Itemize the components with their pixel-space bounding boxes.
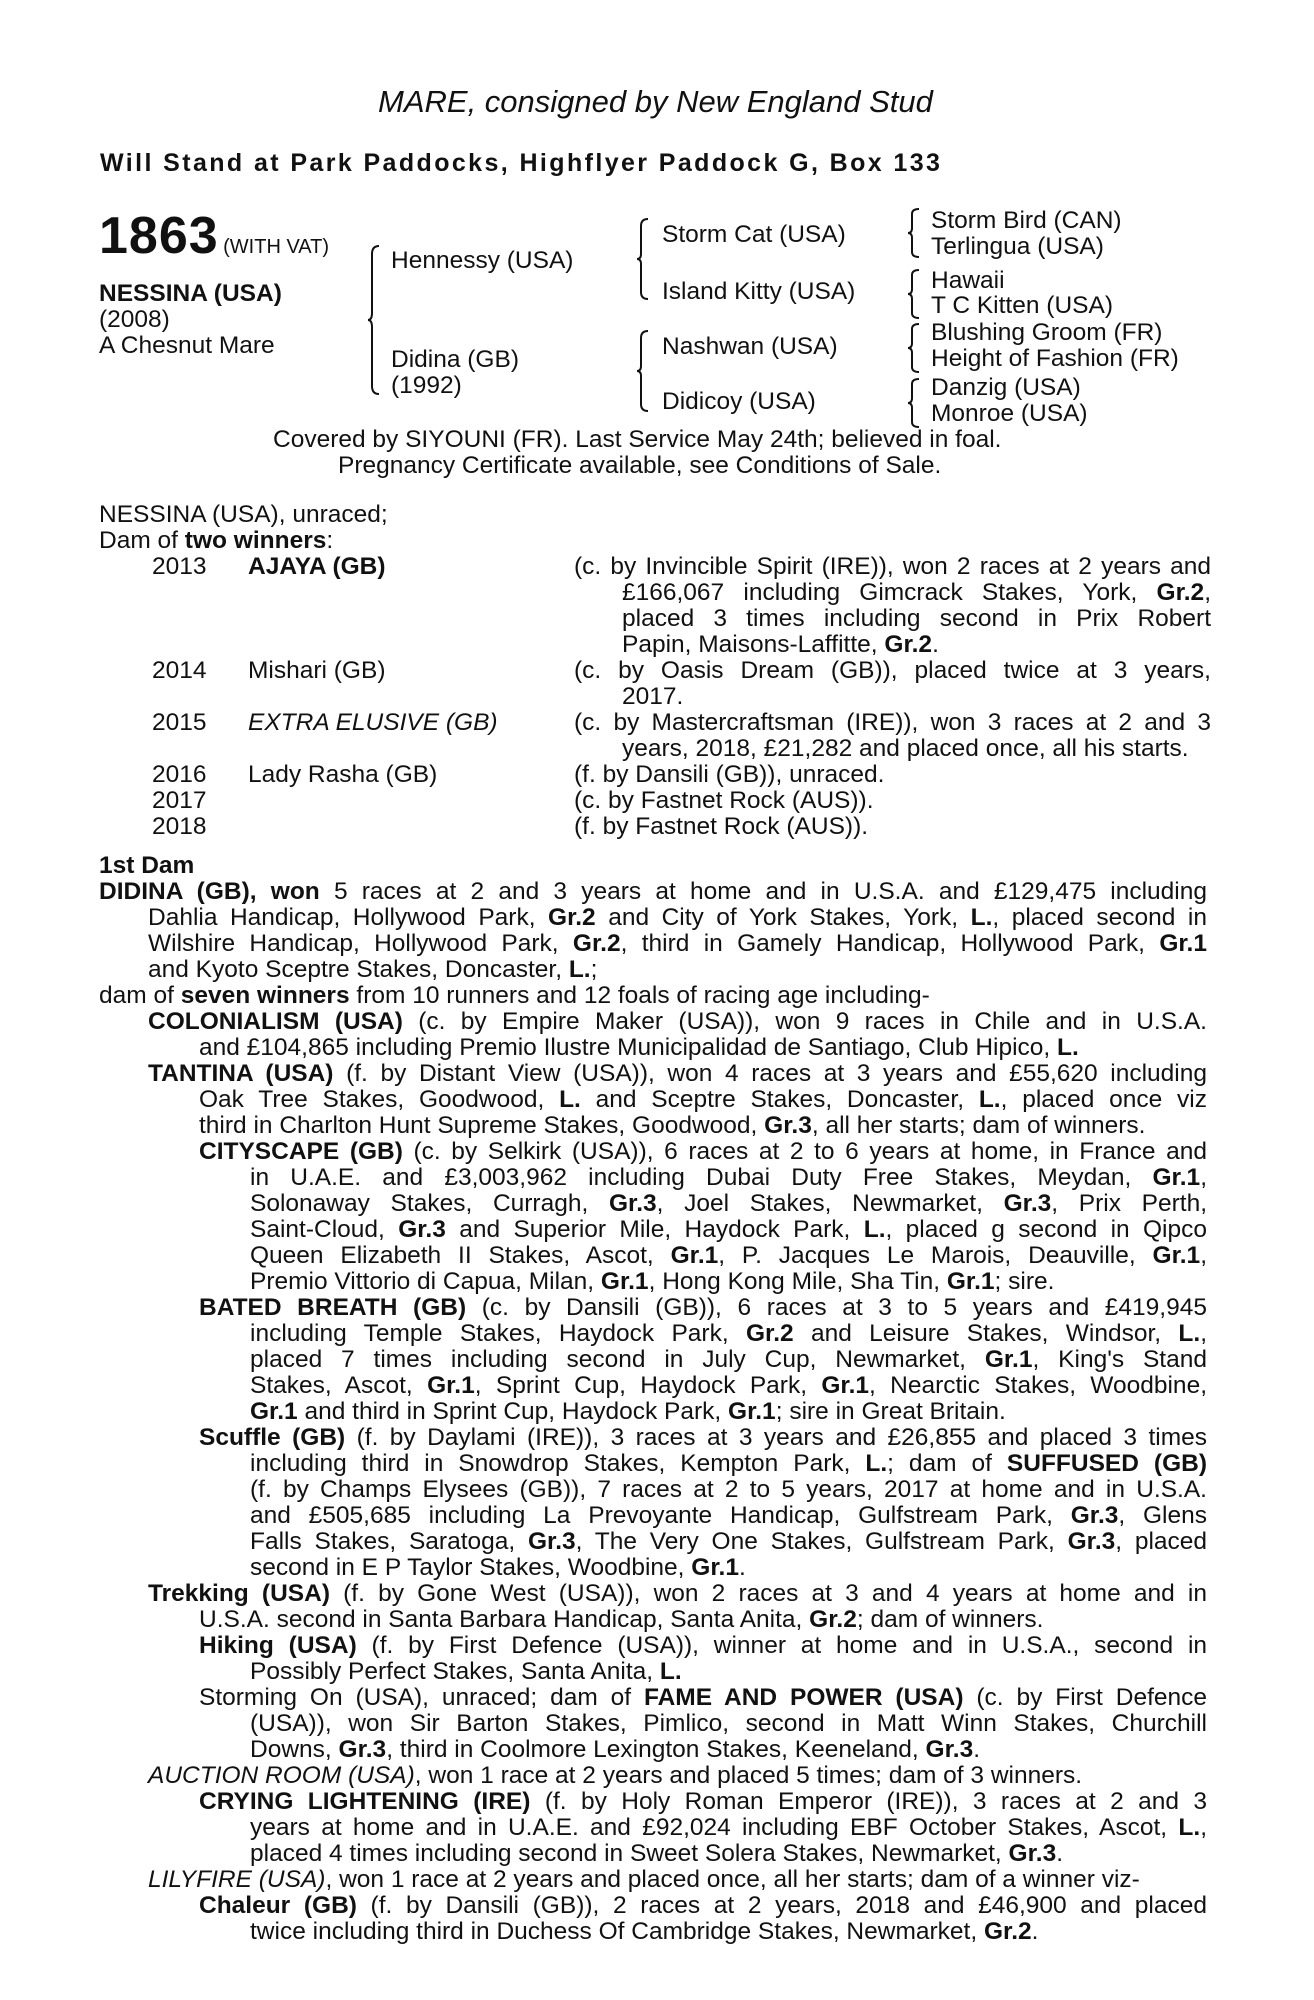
pedigree-brace-main [368,245,380,395]
pedigree-line: including third in Snowdrop Stakes, Kempton Park, L.; dam of SUFFUSED (GB) [250,1450,1207,1477]
pedigree-line: Solonaway Stakes, Curragh, Gr.3, Joel Stakes, Newmarket, Gr.3, Prix Perth, [250,1190,1208,1217]
pedigree-line: TANTINA (USA) (f. by Distant View (USA)), won 4 races at 3 years and £55,620 including [148,1060,1207,1087]
lot-heading [99,206,329,266]
produce-year: 2016 [152,761,207,788]
pedigree-line: and £104,865 including Premio Ilustre Municipalidad de Santiago, Club Hipico, L. [199,1034,1079,1061]
pedigree-line: CRYING LIGHTENING (IRE) (f. by Holy Roman Emperor (IRE)), 3 races at 2 and 3 [199,1788,1207,1815]
produce-name: AJAYA (GB) [248,553,386,580]
pedigree-line: LILYFIRE (USA), won 1 race at 2 years and placed once, all her starts; dam of a winner viz- [148,1866,1140,1893]
pedigree-g3-8: Monroe (USA) [931,400,1088,427]
pedigree-line: Wilshire Handicap, Hollywood Park, Gr.2, third in Gamely Handicap, Hollywood Park, Gr.1 [148,930,1207,957]
pedigree-line: Dahlia Handicap, Hollywood Park, Gr.2 and City of York Stakes, York, L., placed second in [148,904,1207,931]
pedigree-line: Downs, Gr.3, third in Coolmore Lexington Stakes, Keeneland, Gr.3. [250,1736,981,1763]
pedigree-line: third in Charlton Hunt Supreme Stakes, Goodwood, Gr.3, all her starts; dam of winners. [199,1112,1146,1139]
pedigree-line: placed 7 times including second in July Cup, Newmarket, Gr.1, King's Stand [250,1346,1207,1373]
pedigree-dam-sire: Nashwan (USA) [662,333,838,360]
pedigree-g3-1: Storm Bird (CAN) [931,207,1122,234]
pedigree-line: AUCTION ROOM (USA), won 1 race at 2 years and placed 5 times; dam of 3 winners. [148,1762,1083,1789]
pedigree-line: Premio Vittorio di Capua, Milan, Gr.1, Hong Kong Mile, Sha Tin, Gr.1; sire. [250,1268,1055,1295]
produce-name: Mishari (GB) [248,657,386,684]
produce-year: 2015 [152,709,207,736]
covering-line: Covered by SIYOUNI (FR). Last Service May 24th; believed in foal. [273,426,1002,453]
produce-record: £166,067 including Gimcrack Stakes, York, Gr.2, [622,579,1212,606]
produce-record: (c. by Mastercraftsman (IRE)), won 3 races at 2 and 3 [574,709,1211,736]
pedigree-brace-g3-1 [908,208,920,258]
produce-record: 2017. [622,683,684,710]
pedigree-brace-g3-4 [908,378,920,428]
pedigree-line: Possibly Perfect Stakes, Santa Anita, L. [250,1658,682,1685]
produce-year: 2014 [152,657,207,684]
pregnancy-line: Pregnancy Certificate available, see Conditions of Sale. [338,452,942,479]
pedigree-line: twice including third in Duchess Of Cambridge Stakes, Newmarket, Gr.2. [250,1918,1039,1945]
pedigree-line: Scuffle (GB) (f. by Daylami (IRE)), 3 races at 3 years and £26,855 and placed 3 times [199,1424,1208,1451]
produce-intro: NESSINA (USA), unraced; [99,501,388,528]
horse-name: NESSINA (USA) [99,280,282,307]
produce-record: Papin, Maisons-Laffitte, Gr.2. [622,631,939,658]
pedigree-line: DIDINA (GB), won 5 races at 2 and 3 years at home and in U.S.A. and £129,475 including [99,878,1207,905]
pedigree-line: BATED BREATH (GB) (c. by Dansili (GB)), 6 races at 3 to 5 years and £419,945 [199,1294,1207,1321]
produce-record: years, 2018, £21,282 and placed once, all his starts. [622,735,1189,762]
pedigree-g3-6: Height of Fashion (FR) [931,345,1179,372]
pedigree-line: including Temple Stakes, Haydock Park, Gr.2 and Leisure Stakes, Windsor, L., [250,1320,1208,1347]
pedigree-line: and £505,685 including La Prevoyante Handicap, Gulfstream Park, Gr.3, Glens [250,1502,1208,1529]
pedigree-line: Trekking (USA) (f. by Gone West (USA)), won 2 races at 3 and 4 years at home and in [148,1580,1207,1607]
produce-name: Lady Rasha (GB) [248,761,438,788]
produce-year: 2013 [152,553,207,580]
pedigree-line: Chaleur (GB) (f. by Dansili (GB)), 2 races at 2 years, 2018 and £46,900 and placed [199,1892,1207,1919]
pedigree-brace-dam [637,330,649,412]
consignment-line: MARE, consigned by New England Stud [378,84,933,119]
pedigree-line: years at home and in U.A.E. and £92,024 including EBF October Stakes, Ascot, L., [250,1814,1207,1841]
produce-record: (c. by Fastnet Rock (AUS)). [574,787,874,814]
pedigree-dam-year: (1992) [391,372,462,399]
produce-dam-of: Dam of two winners: [99,527,334,554]
pedigree-brace-g3-3 [908,323,920,373]
vat-note: (WITH VAT) [223,236,330,258]
pedigree-g3-5: Blushing Groom (FR) [931,319,1163,346]
produce-record: placed 3 times including second in Prix Robert [622,605,1211,632]
pedigree-line: Stakes, Ascot, Gr.1, Sprint Cup, Haydock Park, Gr.1, Nearctic Stakes, Woodbine, [250,1372,1207,1399]
pedigree-brace-sire [637,218,649,300]
pedigree-dam-dam: Didicoy (USA) [662,388,816,415]
produce-year: 2017 [152,787,207,814]
pedigree-line: Hiking (USA) (f. by First Defence (USA)), winner at home and in U.S.A., second in [199,1632,1208,1659]
pedigree-line: COLONIALISM (USA) (c. by Empire Maker (USA)), won 9 races in Chile and in U.S.A. [148,1008,1207,1035]
stand-location: Will Stand at Park Paddocks, Highflyer Paddock G, Box 133 [100,149,943,177]
pedigree-sire-dam: Island Kitty (USA) [662,278,856,305]
pedigree-line: Storming On (USA), unraced; dam of FAME AND POWER (USA) (c. by First Defence [199,1684,1207,1711]
pedigree-g3-4: T C Kitten (USA) [931,292,1113,319]
pedigree-line: Falls Stakes, Saratoga, Gr.3, The Very One Stakes, Gulfstream Park, Gr.3, placed [250,1528,1208,1555]
pedigree-line: Oak Tree Stakes, Goodwood, L. and Sceptre Stakes, Doncaster, L., placed once viz [199,1086,1208,1113]
pedigree-line: CITYSCAPE (GB) (c. by Selkirk (USA)), 6 races at 2 to 6 years at home, in France and [199,1138,1207,1165]
pedigree-dam: Didina (GB) [391,346,519,373]
pedigree-line: placed 4 times including second in Sweet Solera Stakes, Newmarket, Gr.3. [250,1840,1064,1867]
produce-record: (c. by Invincible Spirit (IRE)), won 2 races at 2 years and [574,553,1211,580]
pedigree-sire-sire: Storm Cat (USA) [662,221,846,248]
lot-number: 1863 [99,207,219,265]
pedigree-line: dam of seven winners from 10 runners and 12 foals of racing age including- [99,982,930,1009]
horse-description: A Chesnut Mare [99,332,275,359]
produce-record: (f. by Dansili (GB)), unraced. [574,761,885,788]
pedigree-line: second in E P Taylor Stakes, Woodbine, Gr.1. [250,1554,746,1581]
pedigree-g3-3: Hawaii [931,267,1005,294]
pedigree-brace-g3-2 [908,269,920,319]
pedigree-line: and Kyoto Sceptre Stakes, Doncaster, L.; [148,956,598,983]
pedigree-line: Queen Elizabeth II Stakes, Ascot, Gr.1, P. Jacques Le Marois, Deauville, Gr.1, [250,1242,1208,1269]
pedigree-line: (USA)), won Sir Barton Stakes, Pimlico, second in Matt Winn Stakes, Churchill [250,1710,1207,1737]
pedigree-g3-2: Terlingua (USA) [931,233,1104,260]
pedigree-sire: Hennessy (USA) [391,247,574,274]
pedigree-line: Gr.1 and third in Sprint Cup, Haydock Park, Gr.1; sire in Great Britain. [250,1398,1006,1425]
pedigree-line: U.S.A. second in Santa Barbara Handicap, Santa Anita, Gr.2; dam of winners. [199,1606,1044,1633]
pedigree-g3-7: Danzig (USA) [931,374,1081,401]
produce-name: EXTRA ELUSIVE (GB) [248,709,498,736]
first-dam-heading: 1st Dam [99,852,195,879]
pedigree-line: in U.A.E. and £3,003,962 including Dubai Duty Free Stakes, Meydan, Gr.1, [250,1164,1207,1191]
pedigree-line: Saint-Cloud, Gr.3 and Superior Mile, Haydock Park, L., placed g second in Qipco [250,1216,1207,1243]
produce-record: (c. by Oasis Dream (GB)), placed twice at 3 years, [574,657,1211,684]
pedigree-line: (f. by Champs Elysees (GB)), 7 races at 2 to 5 years, 2017 at home and in U.S.A. [250,1476,1207,1503]
produce-record: (f. by Fastnet Rock (AUS)). [574,813,869,840]
produce-year: 2018 [152,813,207,840]
horse-year: (2008) [99,306,170,333]
